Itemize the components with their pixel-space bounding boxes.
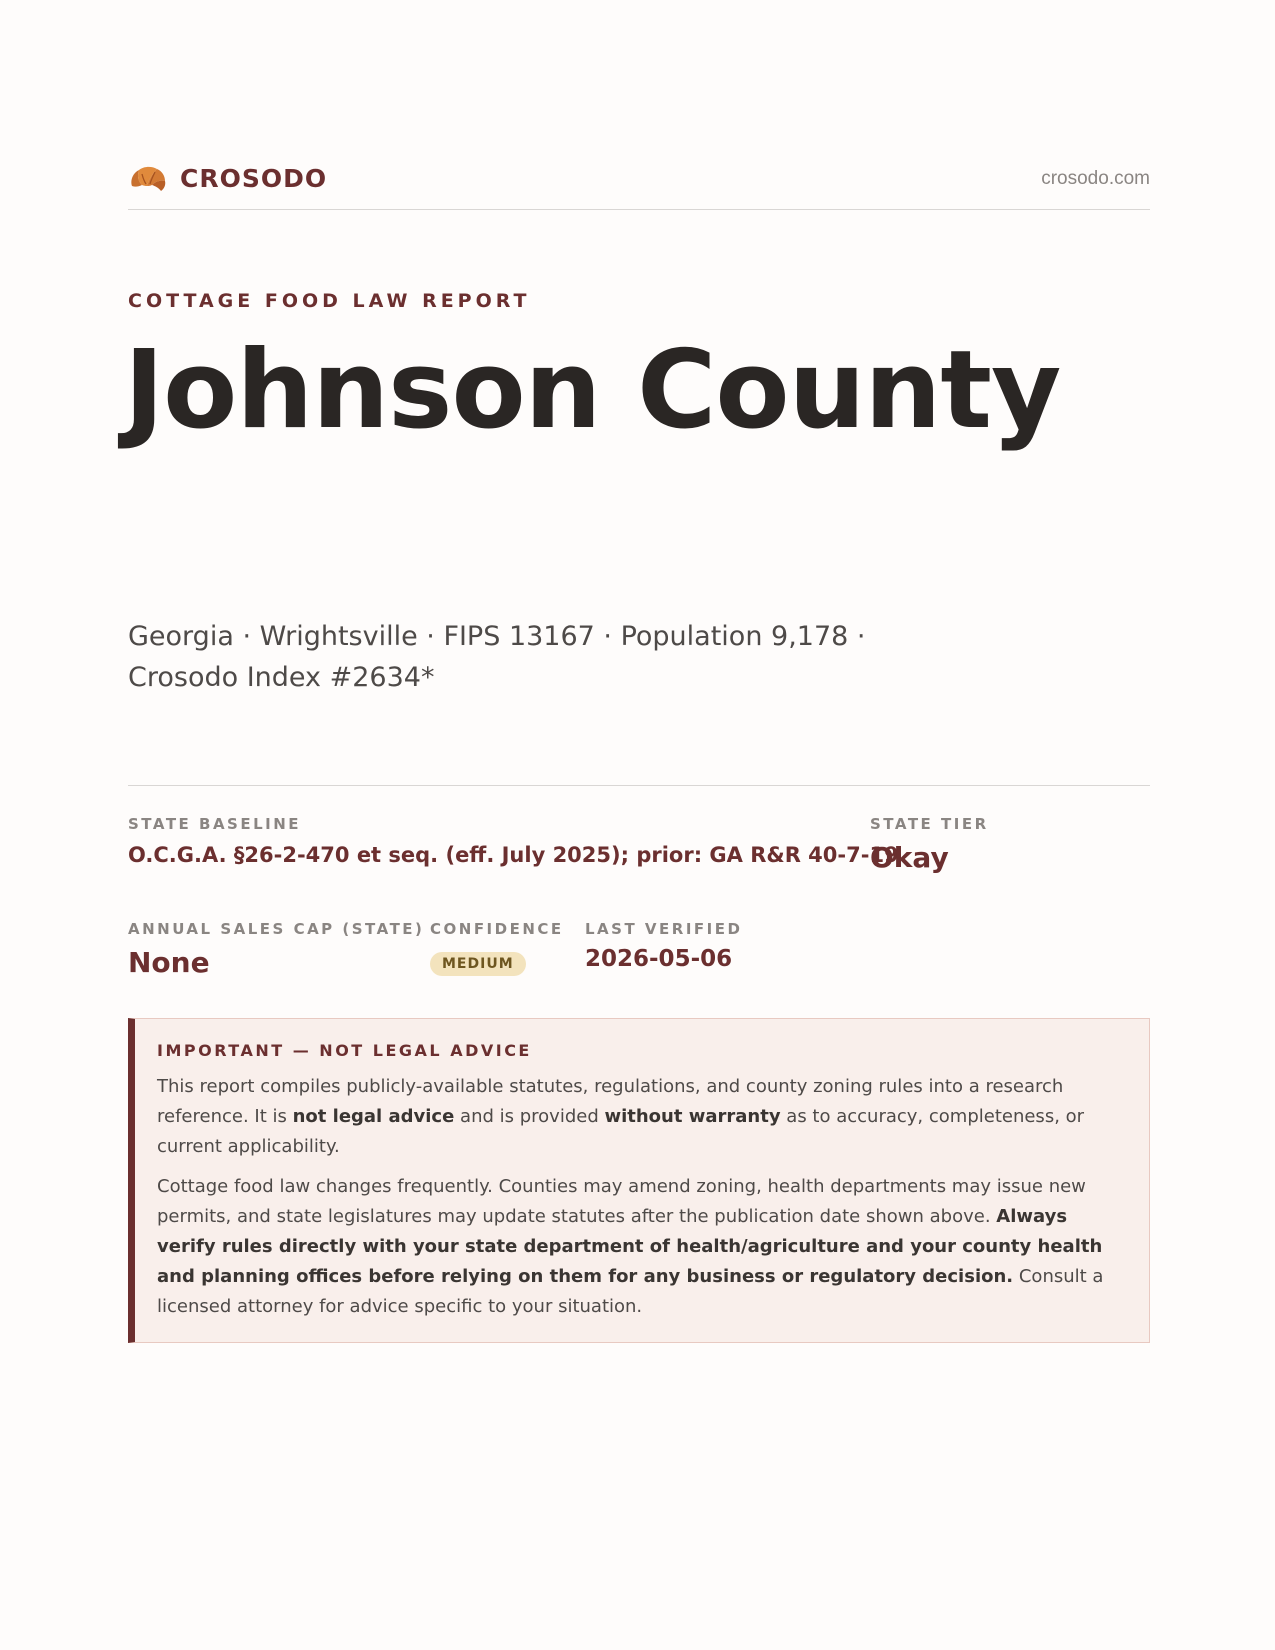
state-tier-field xyxy=(870,815,989,874)
state-baseline-field xyxy=(128,815,899,867)
last-verified-value: 2026-05-06 xyxy=(585,946,733,972)
site-url-link[interactable]: crosodo.com xyxy=(1041,168,1150,189)
disclaimer-paragraph-1 xyxy=(157,1072,1125,1162)
disclaimer-text: Cottage food law changes frequently. Counties may amend zoning, health departments may issue new permits, and state legislatures may update statutes after the publication date shown above. xyxy=(157,1176,1086,1227)
brand[interactable] xyxy=(128,160,327,196)
county-meta-line: Georgia · Wrightsville · FIPS 13167 · Population 9,178 · Crosodo Index #2634* xyxy=(128,621,866,693)
disclaimer-text: and is provided xyxy=(454,1106,605,1127)
state-baseline-label: STATE BASELINE xyxy=(128,815,302,833)
disclaimer-text: as to accuracy, completeness, or current applicability. xyxy=(157,1106,1085,1157)
disclaimer-emphasis: not legal advice xyxy=(292,1106,455,1127)
state-tier-value: Okay xyxy=(870,841,949,874)
last-verified-label: LAST VERIFIED xyxy=(585,920,743,938)
disclaimer-emphasis: without warranty xyxy=(604,1106,781,1127)
legal-disclaimer-box xyxy=(128,1018,1150,1343)
annual-sales-cap-field xyxy=(128,920,424,979)
page-header xyxy=(128,160,1150,210)
section-divider xyxy=(128,785,1150,786)
brand-name: CROSODO xyxy=(180,163,328,193)
page-title: Johnson County xyxy=(124,328,1061,453)
disclaimer-text: This report compiles publicly-available statutes, regulations, and county zoning rules into a research reference. It is xyxy=(157,1076,1064,1127)
disclaimer-emphasis: Always verify rules directly with your state department of health/agriculture and your county health and planning offices before relying on them for any business or regulatory decision. xyxy=(157,1206,1103,1287)
disclaimer-paragraph-2 xyxy=(157,1172,1125,1322)
annual-sales-cap-label: ANNUAL SALES CAP (STATE) xyxy=(128,920,425,938)
croissant-icon xyxy=(128,160,168,196)
last-verified-field xyxy=(585,920,742,972)
disclaimer-title: IMPORTANT — NOT LEGAL ADVICE xyxy=(157,1041,532,1060)
confidence-field xyxy=(430,920,564,976)
confidence-badge: MEDIUM xyxy=(430,952,526,976)
confidence-label: CONFIDENCE xyxy=(430,920,564,938)
report-kicker: COTTAGE FOOD LAW REPORT xyxy=(128,290,531,312)
disclaimer-text: Consult a licensed attorney for advice specific to your situation. xyxy=(157,1266,1104,1317)
state-baseline-value: O.C.G.A. §26-2-470 et seq. (eff. July 2025); prior: GA R&R 40-7-19 xyxy=(128,843,899,867)
state-tier-label: STATE TIER xyxy=(870,815,989,833)
annual-sales-cap-value: None xyxy=(128,946,210,979)
